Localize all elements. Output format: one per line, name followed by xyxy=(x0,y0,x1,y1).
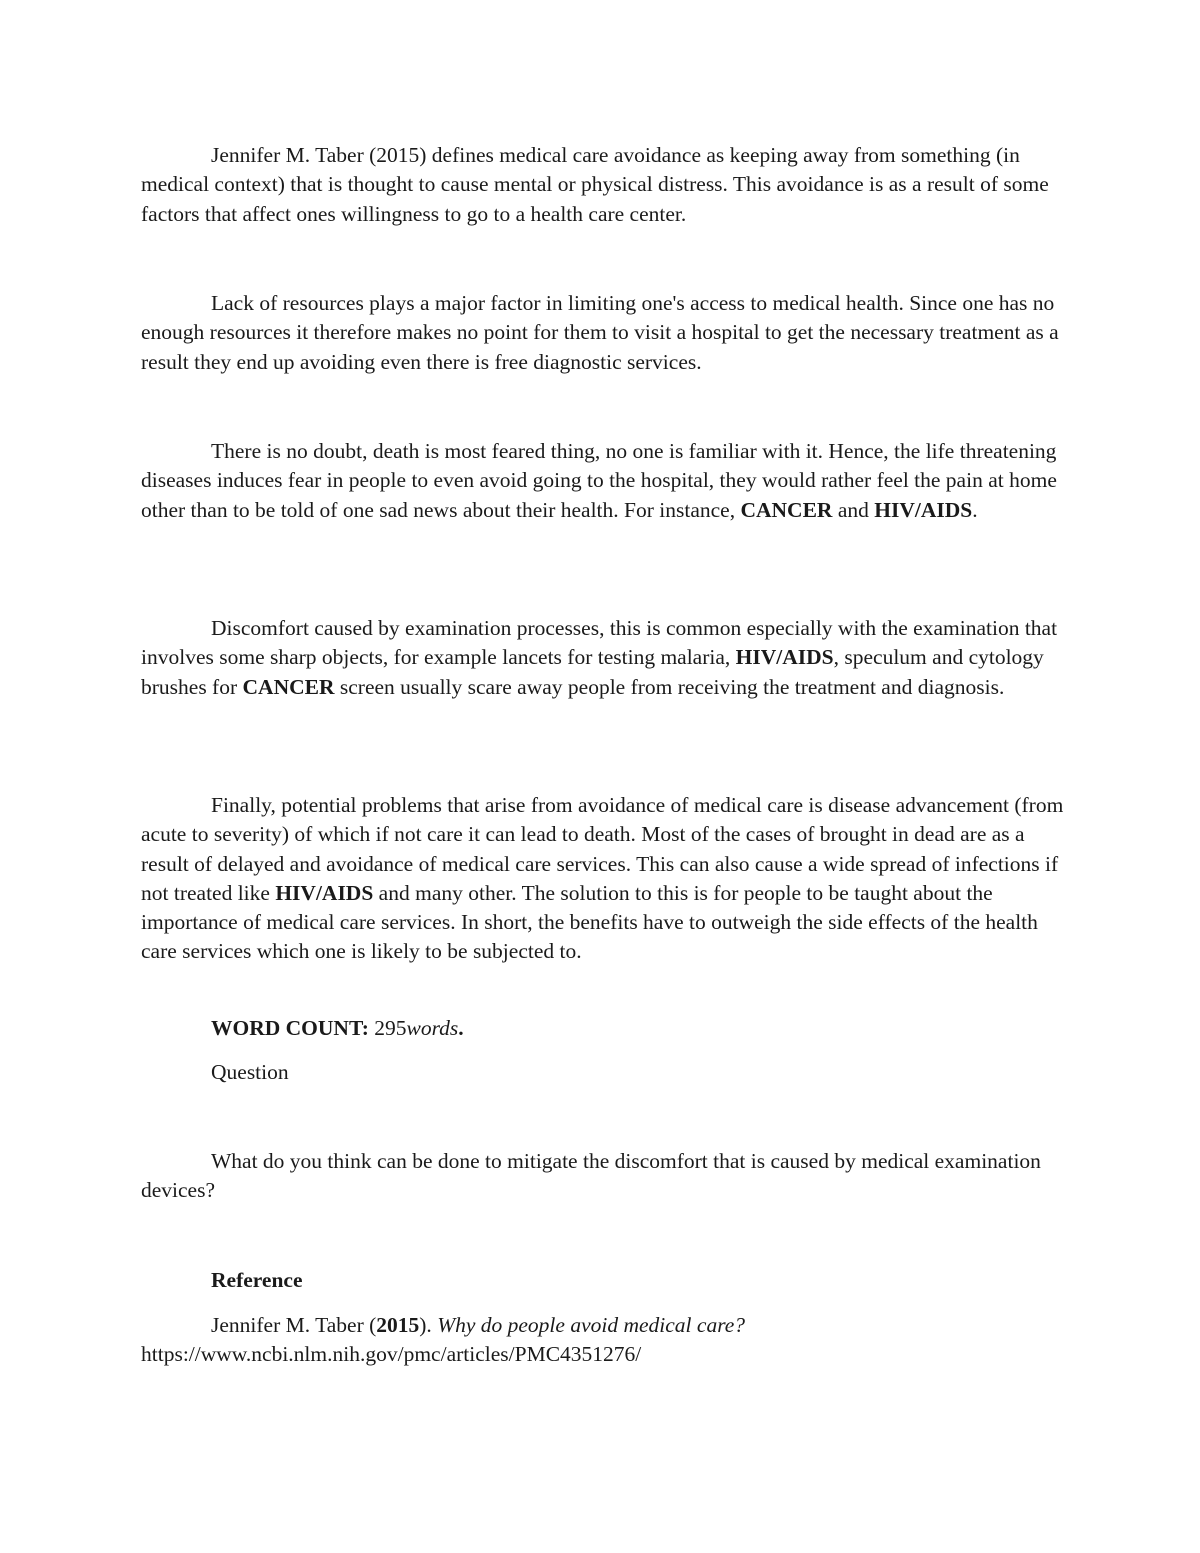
hiv-aids-bold: HIV/AIDS xyxy=(735,645,834,670)
reference-entry xyxy=(211,1311,1071,1340)
discomfort-text: Discomfort caused by examination processes, this is common especially with the examination that involves some sharp objects, for example lancets for testing malaria, xyxy=(141,616,1058,670)
cancer-bold: CANCER xyxy=(242,674,335,699)
word-count-unit: words xyxy=(406,1016,459,1040)
paragraph-fear-of-death xyxy=(141,437,1066,525)
word-count-label: WORD COUNT: xyxy=(211,1016,369,1040)
question-text: What do you think can be done to mitigate the discomfort that is caused by medical examination devices? xyxy=(141,1149,1041,1203)
reference-heading-text: Reference xyxy=(211,1268,303,1292)
fear-text: There is no doubt, death is most feared thing, no one is familiar with it. Hence, the life threatening diseases induces fear in people to even avoid going to the hospital, they would rather feel the pain at home other than to be told of one sad news about their health. For instance, xyxy=(141,439,1057,522)
reference-author: Jennifer M. Taber ( xyxy=(211,1313,377,1337)
reference-title: Why do people avoid medical care? xyxy=(437,1313,746,1337)
reference-after-year: ). xyxy=(419,1313,438,1337)
problems-end: and many other. The solution to this is for people to be taught about the importance of medical care services. In short, the benefits have to outweigh the side effects of the health care services which one is likely to be subjected to. xyxy=(141,880,1038,964)
paragraph-discomfort xyxy=(141,614,1066,702)
reference-heading xyxy=(211,1266,1071,1295)
discomfort-mid: , speculum and cytology brushes for xyxy=(141,645,1044,699)
word-count-end: . xyxy=(458,1016,464,1040)
word-count-value: 295 xyxy=(368,1016,407,1040)
paragraph-definition: Jennifer M. Taber (2015) defines medical care avoidance as keeping away from something (in medical context) that is thought to cause mental or physical distress. This avoidance is as a result of some factors that affect ones willingness to go to a health care center. xyxy=(141,143,1049,226)
fear-mid: and xyxy=(832,497,875,522)
hiv-aids-bold: HIV/AIDS xyxy=(874,497,973,522)
paragraph-problems xyxy=(141,791,1066,967)
paragraph-lack-of-resources: Lack of resources plays a major factor in limiting one's access to medical health. Since one has no enough resources it therefore makes no point for them to visit a hospital to get the necessary treatment as a result they end up avoiding even there is free diagnostic services. xyxy=(141,291,1059,374)
reference-year: 2015 xyxy=(376,1313,420,1337)
cancer-bold: CANCER xyxy=(740,497,833,522)
question-heading: Question xyxy=(211,1060,289,1084)
word-count xyxy=(211,1014,1071,1043)
problems-text: Finally, potential problems that arise from avoidance of medical care is disease advancement (from acute to severity) of which if not care it can lead to death. Most of the cases of brought in dead are as a result of delayed and avoidance of medical care services. This can also cause a wide spread of infections if not treated like xyxy=(141,793,1064,905)
hiv-aids-bold: HIV/AIDS xyxy=(275,880,374,905)
discomfort-end: screen usually scare away people from receiving the treatment and diagnosis. xyxy=(334,674,1005,699)
fear-end: . xyxy=(972,497,978,522)
reference-url[interactable]: https://www.ncbi.nlm.nih.gov/pmc/articles/PMC4351276/ xyxy=(141,1342,642,1366)
